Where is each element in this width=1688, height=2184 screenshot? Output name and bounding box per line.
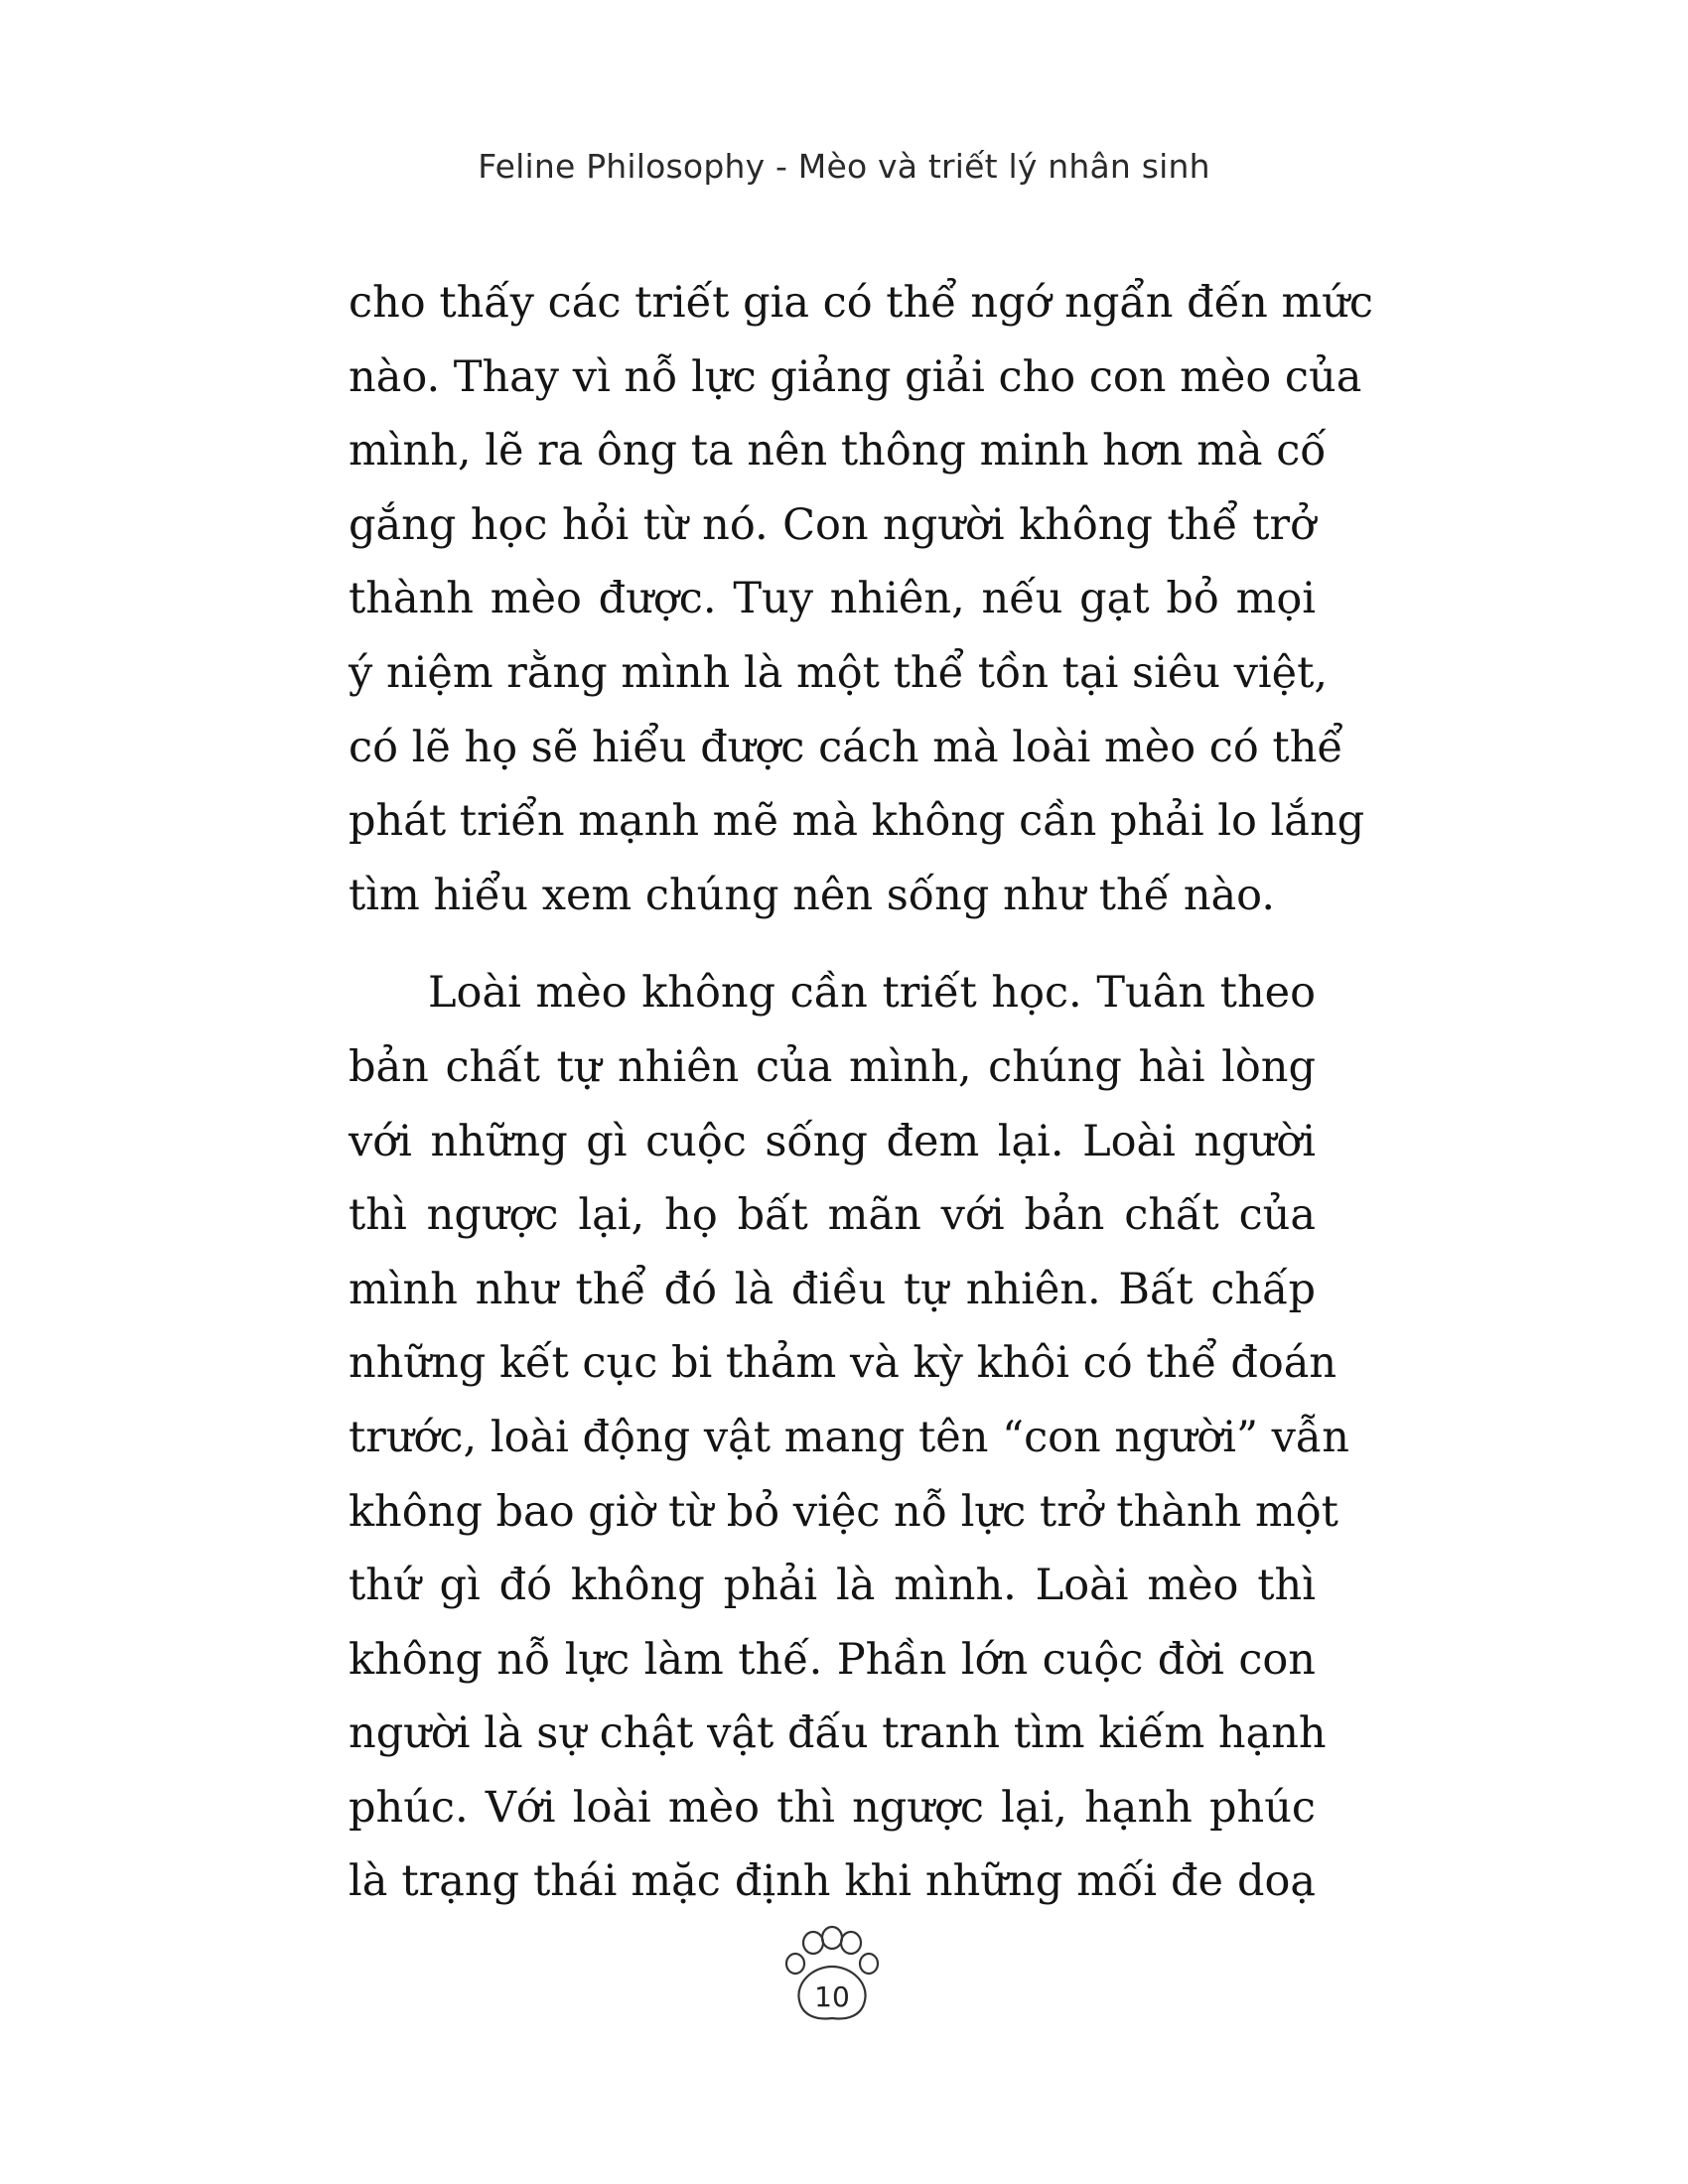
text-line: là trạng thái mặc định khi những mối đe doạ <box>349 1856 1316 1907</box>
text-line: Loài mèo không cần triết học. Tuân theo <box>428 968 1316 1019</box>
paragraph-2 <box>349 956 1349 1919</box>
text-line: không nỗ lực làm thế. Phần lớn cuộc đời con <box>349 1634 1316 1685</box>
text-line: gắng học hỏi từ nó. Con người không thể trở <box>349 499 1316 550</box>
text-line: thành mèo được. Tuy nhiên, nếu gạt bỏ mọi <box>349 574 1316 624</box>
body-text <box>349 266 1373 1919</box>
text-line: không bao giờ từ bỏ việc nỗ lực trở thành một <box>349 1486 1338 1537</box>
text-line: trước, loài động vật mang tên “con người” vẫn <box>349 1412 1349 1462</box>
running-header: Feline Philosophy - Mèo và triết lý nhân sinh <box>478 147 1210 186</box>
text-line: tìm hiểu xem chúng nên sống như thế nào. <box>349 870 1275 920</box>
text-line: bản chất tự nhiên của mình, chúng hài lòng <box>349 1041 1316 1092</box>
text-line: thì ngược lại, họ bất mãn với bản chất của <box>349 1190 1316 1241</box>
text-line: cho thấy các triết gia có thể ngớ ngẩn đến mức <box>349 278 1373 328</box>
page-number-ornament <box>777 1921 887 2025</box>
text-line: nào. Thay vì nỗ lực giảng giải cho con mèo của <box>349 351 1362 402</box>
text-line: phát triển mạnh mẽ mà không cần phải lo lắng <box>349 796 1365 847</box>
text-line: những kết cục bi thảm và kỳ khôi có thể đoán <box>349 1338 1337 1389</box>
text-line: người là sự chật vật đấu tranh tìm kiếm hạnh <box>349 1708 1327 1759</box>
text-line: ý niệm rằng mình là một thể tồn tại siêu việt, <box>349 647 1329 698</box>
text-line: thứ gì đó không phải là mình. Loài mèo thì <box>349 1561 1316 1611</box>
text-line: mình, lẽ ra ông ta nên thông minh hơn mà cố <box>349 426 1327 477</box>
text-line: mình như thể đó là điều tự nhiên. Bất chấp <box>349 1264 1316 1314</box>
paragraph-1 <box>349 266 1373 932</box>
text-line: với những gì cuộc sống đem lại. Loài người <box>349 1116 1316 1166</box>
text-line: phúc. Với loài mèo thì ngược lại, hạnh phúc <box>349 1782 1316 1833</box>
page-number: 10 <box>814 1980 850 2013</box>
text-line: có lẽ họ sẽ hiểu được cách mà loài mèo có thể <box>349 722 1343 772</box>
